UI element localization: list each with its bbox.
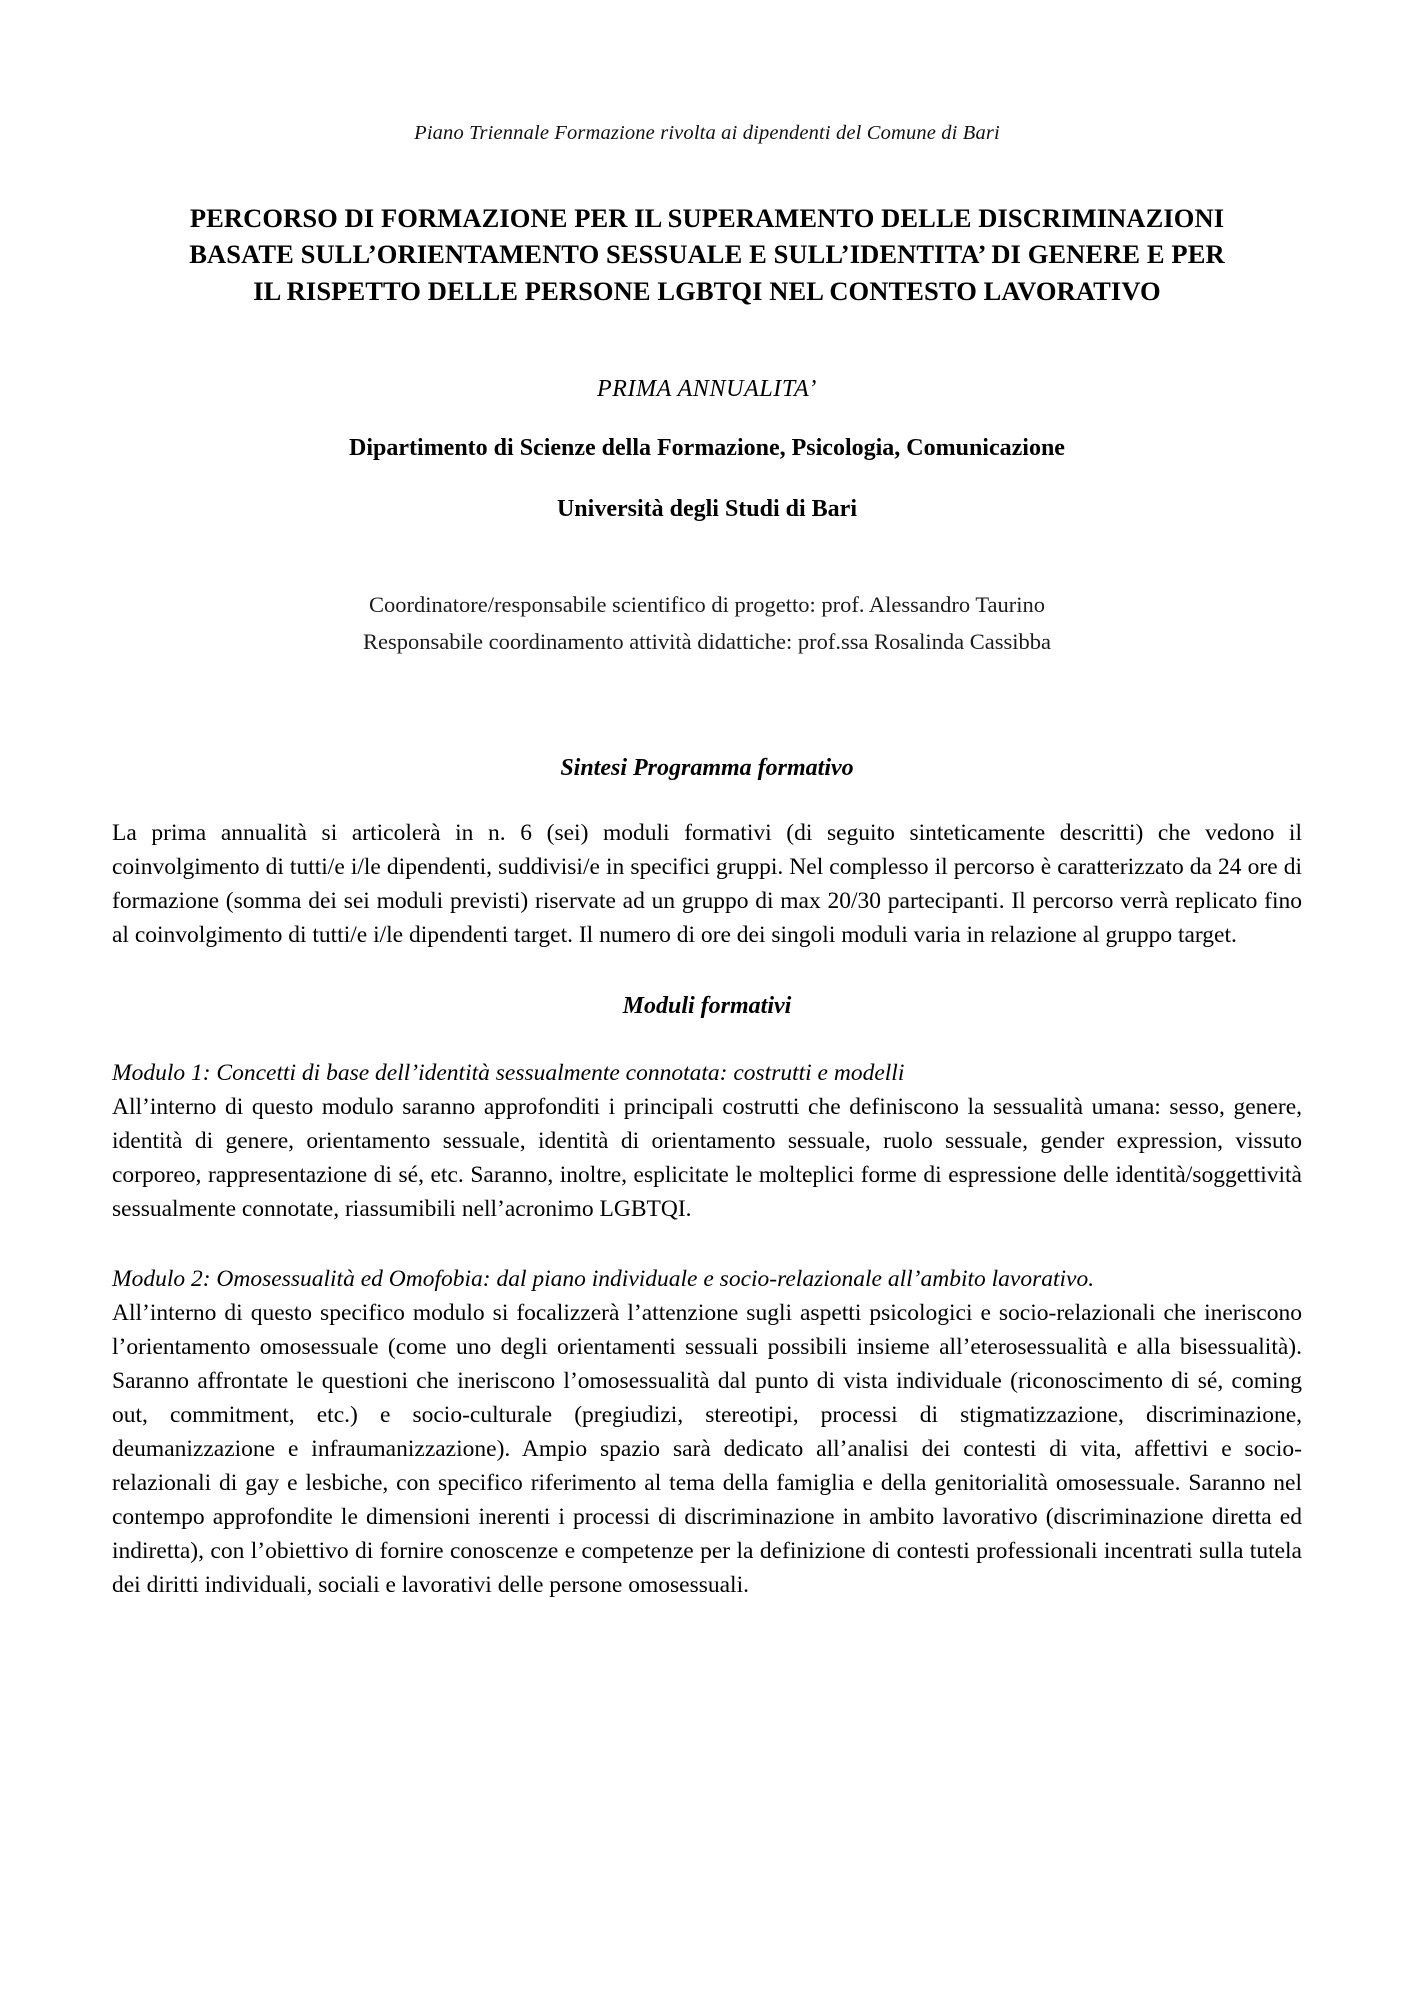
- page-content: [112, 0, 1302, 1626]
- module-1-body: All’interno di questo modulo saranno approfonditi i principali costrutti che definiscono la sessualità umana: sesso, genere, identità di genere, orientamento sessuale, identità di orientamento sessuale, ruolo sessuale, gender expression, vissuto corporeo, rappresentazione di sé, etc. Saranno, inoltre, esplicitate le molteplici forme di espressione delle identità/soggettività sessualmente connotate, riassumibili nell’acronimo LGBTQI.: [112, 1093, 1302, 1222]
- department-name: Dipartimento di Scienze della Formazione, Psicologia, Comunicazione: [349, 435, 1065, 462]
- running-header: Piano Triennale Formazione rivolta ai dipendenti del Comune di Bari: [414, 122, 1000, 144]
- page-title: [112, 200, 1302, 310]
- page-title-line-3: IL RISPETTO DELLE PERSONE LGBTQI NEL CONTESTO LAVORATIVO: [253, 276, 1161, 307]
- module-2-body: All’interno di questo specifico modulo si focalizzerà l’attenzione sugli aspetti psicologici e socio-relazionali che ineriscono l’orientamento omosessuale (come uno degli orientamenti sessuali possibili insieme all’eterosessualità e alla bisessualità). Saranno affrontate le questioni che ineriscono l’omosessualità dal punto di vista individuale (riconoscimento di sé, coming out, commitment, etc.) e socio-culturale (pregiudizi, stereotipi, processi di stigmatizzazione, discriminazione, deumanizzazione e infraumanizzazione). Ampio spazio sarà dedicato all’analisi dei contesti di vita, affettivi e socio-relazionali di gay e lesbiche, con specifico riferimento al tema della famiglia e della genitorialità omosessuale. Saranno nel contempo approfondite le dimensioni inerenti i processi di discriminazione in ambito lavorativo (discriminazione diretta ed indiretta), con l’obiettivo di fornire conoscenze e competenze per la definizione di contesti professionali incentrati sulla tutela dei diritti individuali, sociali e lavorativi delle persone omosessuali.: [112, 1299, 1302, 1599]
- annuality-label: PRIMA ANNUALITA’: [596, 376, 818, 403]
- section-heading-moduli: Moduli formativi: [622, 992, 792, 1019]
- scientific-coordinator: Coordinatore/responsabile scientifico di progetto: prof. Alessandro Taurino: [369, 592, 1045, 618]
- section-heading-sintesi: Sintesi Programma formativo: [560, 755, 854, 782]
- sintesi-paragraph: La prima annualità si articolerà in n. 6 (sei) moduli formativi (di seguito sinteticamente descritti) che vedono il coinvolgimento di tutti/e i/le dipendenti, suddivisi/e in specifici gruppi. Nel complesso il percorso è caratterizzato da 24 ore di formazione (somma dei sei moduli previsti) riservate ad un gruppo di max 20/30 partecipanti. Il percorso verrà replicato fino al coinvolgimento di tutti/e i/le dipendenti target. Il numero di ore dei singoli moduli varia in relazione al gruppo target.: [112, 820, 1302, 949]
- page-title-line-2: BASATE SULL’ORIENTAMENTO SESSUALE E SULL’IDENTITA’ DI GENERE E PER: [189, 239, 1225, 270]
- didactic-coordinator: Responsabile coordinamento attività didattiche: prof.ssa Rosalinda Cassibba: [363, 628, 1051, 654]
- module-2-title: Modulo 2: Omosessualità ed Omofobia: dal piano individuale e socio-relazionale all’ambito lavorativo.: [112, 1265, 1095, 1292]
- coordinators-block: [112, 587, 1302, 660]
- page-title-line-1: PERCORSO DI FORMAZIONE PER IL SUPERAMENTO DELLE DISCRIMINAZIONI: [189, 202, 1225, 233]
- module-1-title: Modulo 1: Concetti di base dell’identità sessualmente connotata: costrutti e modelli: [112, 1059, 905, 1086]
- university-name: Università degli Studi di Bari: [556, 496, 858, 523]
